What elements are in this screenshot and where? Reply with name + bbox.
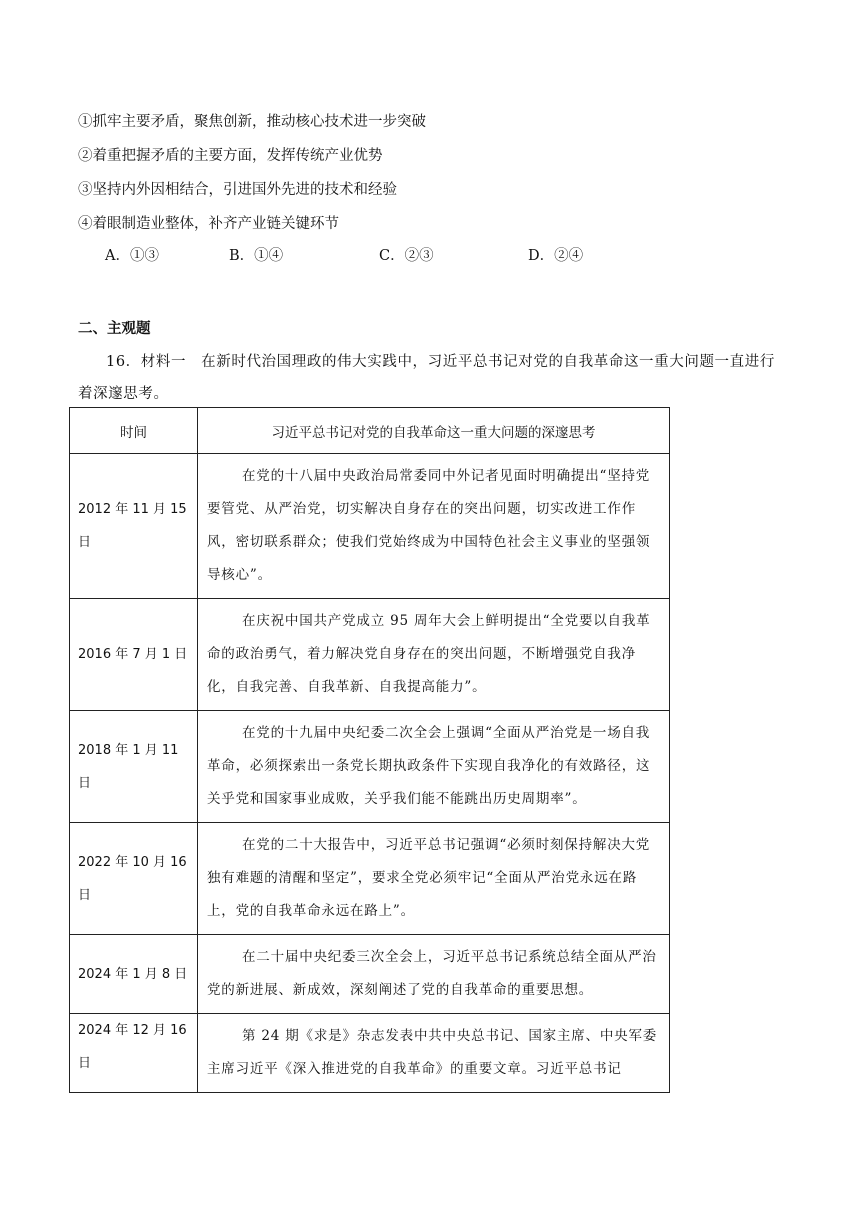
question-intro: 16．材料一 在新时代治国理政的伟大实践中，习近平总书记对党的自我革命这一重大问题一直进行着深邃思考。 (78, 354, 775, 402)
option-2: ②着重把握矛盾的主要方面，发挥传统产业优势 (78, 148, 383, 164)
option-1: ①抓牢主要矛盾，聚焦创新，推动核心技术进一步突破 (78, 114, 426, 130)
row-date: 2024 年 1 月 8 日 (70, 935, 198, 1014)
row-content: 在庆祝中国共产党成立 95 周年大会上鲜明提出“全党要以自我革命的政治勇气，着力解决党自身存在的突出问题，不断增强党自我净化，自我完善、自我革新、自我提高能力”。 (198, 599, 670, 711)
choice-a[interactable]: A．①③ (105, 248, 159, 264)
row-date: 2022 年 10 月 16 日 (70, 823, 198, 935)
table-row (70, 823, 670, 935)
row-date: 2016 年 7 月 1 日 (70, 599, 198, 711)
row-content-truncated (198, 1014, 670, 1093)
row-date: 2024 年 12 月 16 日 (70, 1014, 198, 1093)
option-3: ③坚持内外因相结合，引进国外先进的技术和经验 (78, 182, 397, 198)
row-date: 2018 年 1 月 11 日 (70, 711, 198, 823)
table-row (70, 599, 670, 711)
option-4: ④着眼制造业整体，补齐产业链关键环节 (78, 216, 339, 232)
table-row (70, 935, 670, 1014)
header-content: 习近平总书记对党的自我革命这一重大问题的深邃思考 (198, 408, 670, 454)
row-content: 在党的二十大报告中，习近平总书记强调“必须时刻保持解决大党独有难题的清醒和坚定”，要求全党必须牢记“全面从严治党永远在路上，党的自我革命永远在路上”。 (198, 823, 670, 935)
row-content: 在党的十九届中央纪委二次全会上强调“全面从严治党是一场自我革命，必须探索出一条党长期执政条件下实现自我净化的有效路径，这关乎党和国家事业成败，关乎我们能不能跳出历史周期率”。 (198, 711, 670, 823)
row-date: 2012 年 11 月 15 日 (70, 454, 198, 599)
choice-b[interactable]: B．①④ (229, 248, 284, 264)
row-content: 第 24 期《求是》杂志发表中共中央总书记、国家主席、中央军委主席习近平《深入推进党的自我革命》的重要文章。习近平总书记 (207, 1028, 658, 1077)
header-time: 时间 (70, 408, 198, 454)
table-row (70, 454, 670, 599)
choice-d[interactable]: D．②④ (528, 248, 584, 264)
table-row (70, 1014, 670, 1093)
section-heading: 二、主观题 (78, 321, 151, 337)
choice-c[interactable]: C．②③ (379, 248, 434, 264)
row-content: 在党的十八届中央政治局常委同中外记者见面时明确提出“坚持党要管党、从严治党，切实解决自身存在的突出问题，切实改进工作作风，密切联系群众；使我们党始终成为中国特色社会主义事业的坚强领导核心”。 (198, 454, 670, 599)
table-header-row (70, 408, 670, 454)
timeline-table (69, 407, 670, 1093)
row-content: 在二十届中央纪委三次全会上，习近平总书记系统总结全面从严治党的新进展、新成效，深刻阐述了党的自我革命的重要思想。 (198, 935, 670, 1014)
table-row (70, 711, 670, 823)
